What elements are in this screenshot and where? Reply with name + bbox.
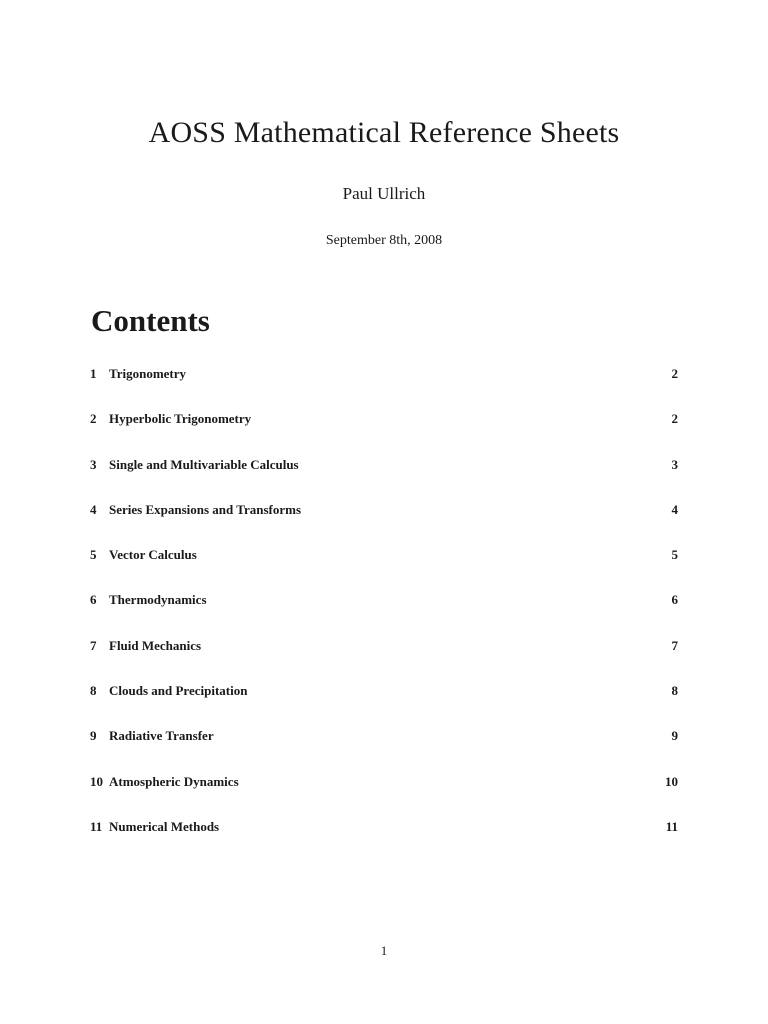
toc-entry[interactable] [90, 364, 678, 409]
toc-entry-title[interactable]: Vector Calculus [109, 547, 197, 563]
toc-entry-page[interactable]: 5 [671, 547, 678, 563]
document-date: September 8th, 2008 [325, 233, 443, 248]
toc-entry-title[interactable]: Fluid Mechanics [109, 637, 202, 653]
toc-entry-title[interactable]: Radiative Transfer [109, 728, 214, 744]
toc-entry[interactable] [90, 590, 678, 635]
toc-entry[interactable] [90, 681, 678, 726]
toc-entry-number: 2 [90, 411, 97, 427]
toc-entry-title[interactable]: Numerical Methods [109, 818, 220, 834]
toc-entry-page[interactable]: 10 [665, 773, 678, 789]
toc-entry-title[interactable]: Hyperbolic Trigonometry [109, 411, 252, 427]
page-number: 1 [380, 943, 388, 958]
toc-entry-number: 11 [90, 818, 103, 834]
toc-entry[interactable] [90, 545, 678, 590]
toc-entry-page[interactable]: 7 [671, 637, 678, 653]
toc-entry-title[interactable]: Single and Multivariable Calculus [109, 456, 299, 472]
toc-entry[interactable] [90, 772, 678, 817]
toc-entry-number: 9 [90, 728, 97, 744]
toc-entry-number: 7 [90, 637, 97, 653]
toc-entry-number: 8 [90, 683, 97, 699]
toc-entry[interactable] [90, 500, 678, 545]
document-title: AOSS Mathematical Reference Sheets [148, 116, 620, 149]
toc-entry-page[interactable]: 11 [665, 818, 678, 834]
toc-entry-number: 4 [90, 501, 97, 517]
toc-entry-number: 1 [90, 366, 97, 381]
document-author: Paul Ullrich [342, 184, 426, 203]
toc-entry[interactable] [90, 455, 678, 500]
toc-entry-page[interactable]: 4 [671, 501, 678, 517]
toc-entry-number: 5 [90, 547, 97, 563]
toc-entry-number: 3 [90, 456, 97, 472]
toc-entry[interactable] [90, 636, 678, 681]
toc-entry-page[interactable]: 6 [671, 592, 678, 608]
contents-heading: Contents [91, 303, 210, 338]
toc-entry[interactable] [90, 817, 678, 862]
toc-entry-number: 6 [90, 592, 97, 608]
toc-entry-page[interactable]: 3 [671, 456, 678, 472]
toc-entry-page[interactable]: 8 [671, 683, 678, 699]
toc-entry-title[interactable]: Thermodynamics [109, 592, 207, 608]
toc-entry[interactable] [90, 409, 678, 454]
toc-entry-page[interactable]: 9 [671, 728, 678, 744]
toc-entry-title[interactable]: Clouds and Precipitation [109, 683, 248, 699]
toc-entry-number: 10 [90, 773, 103, 789]
table-of-contents [90, 364, 678, 862]
toc-entry[interactable] [90, 726, 678, 771]
toc-entry-title[interactable]: Series Expansions and Transforms [109, 501, 302, 517]
toc-entry-title[interactable]: Atmospheric Dynamics [109, 773, 239, 789]
toc-entry-title[interactable]: Trigonometry [109, 366, 187, 381]
toc-entry-page[interactable]: 2 [671, 366, 678, 381]
toc-entry-page[interactable]: 2 [671, 411, 678, 427]
